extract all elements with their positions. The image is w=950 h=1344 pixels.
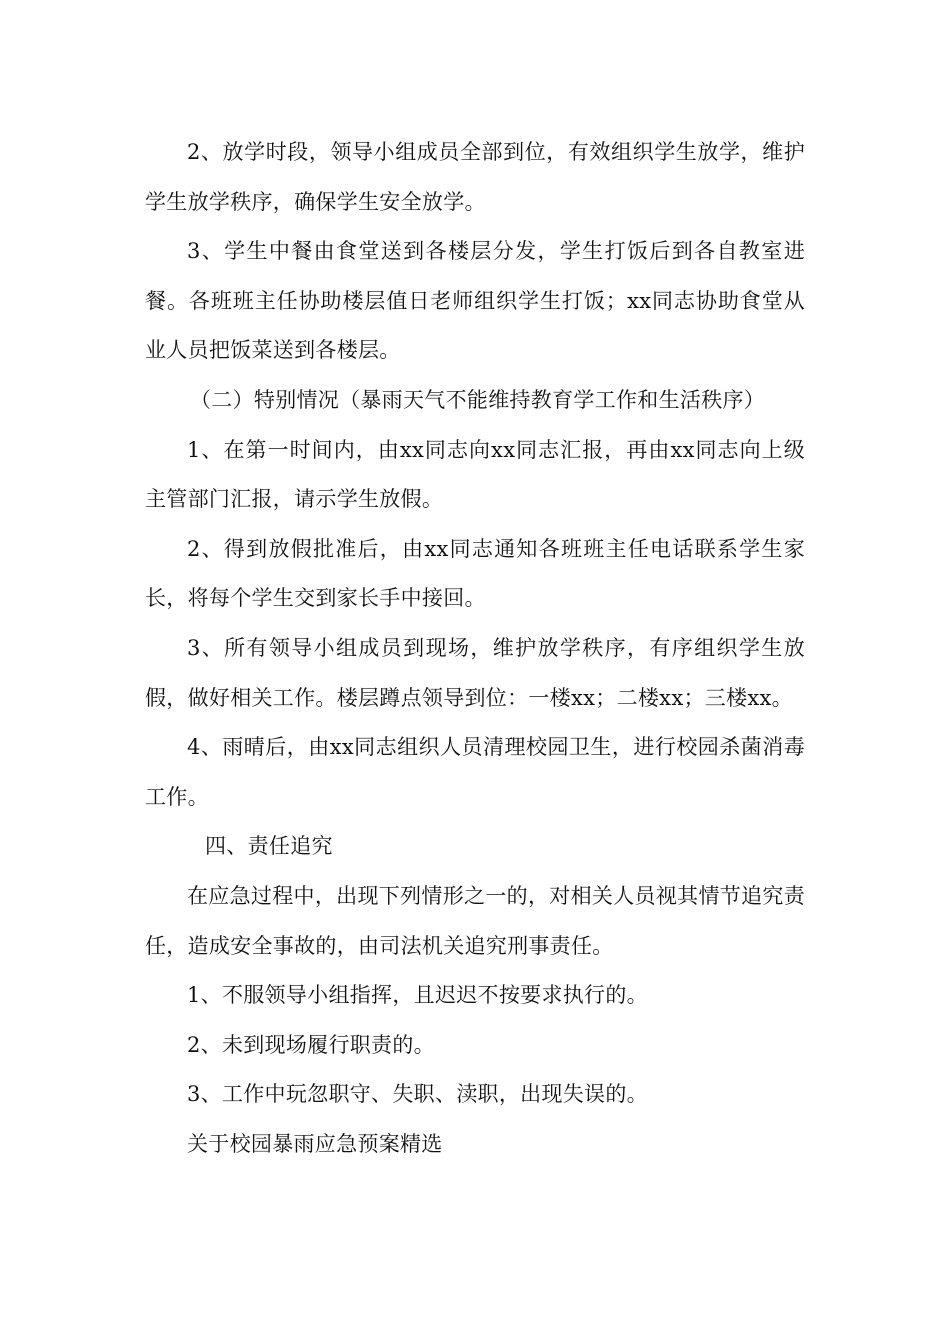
paragraph: 2、放学时段，领导小组成员全部到位，有效组织学生放学，维护学生放学秩序，确保学生安全放学。 xyxy=(145,140,805,214)
paragraph: 1、在第一时间内，由xx同志向xx同志汇报，再由xx同志向上级主管部门汇报，请示学生放假。 xyxy=(145,437,805,512)
section-subheading: （二）特别情况（暴雨天气不能维持教育学工作和生活秩序） xyxy=(190,387,766,412)
paragraph: 3、所有领导小组成员到现场，维护放学秩序，有序组织学生放假，做好相关工作。楼层蹲点领导到位：一楼xx；二楼xx；三楼xx。 xyxy=(145,635,805,710)
paragraph: 3、学生中餐由食堂送到各楼层分发，学生打饭后到各自教室进餐。各班班主任协助楼层值日老师组织学生打饭；xx同志协助食堂从业人员把饭菜送到各楼层。 xyxy=(145,239,805,363)
paragraph: 3、工作中玩忽职守、失职、渎职，出现失误的。 xyxy=(187,1082,648,1107)
paragraph: 4、雨晴后，由xx同志组织人员清理校园卫生，进行校园杀菌消毒工作。 xyxy=(145,735,805,809)
paragraph: 在应急过程中，出现下列情形之一的，对相关人员视其情节追究责任，造成安全事故的，由司法机关追究刑事责任。 xyxy=(145,883,805,958)
paragraph: 2、得到放假批准后，由xx同志通知各班班主任电话联系学生家长，将每个学生交到家长手中接回。 xyxy=(145,536,805,611)
section-heading: 四、责任追究 xyxy=(205,834,333,859)
document-title-line: 关于校园暴雨应急预案精选 xyxy=(187,1131,443,1156)
paragraph: 1、不服领导小组指挥，且迟迟不按要求执行的。 xyxy=(187,983,648,1008)
paragraph: 2、未到现场履行职责的。 xyxy=(187,1032,435,1057)
document-body xyxy=(145,128,805,1169)
